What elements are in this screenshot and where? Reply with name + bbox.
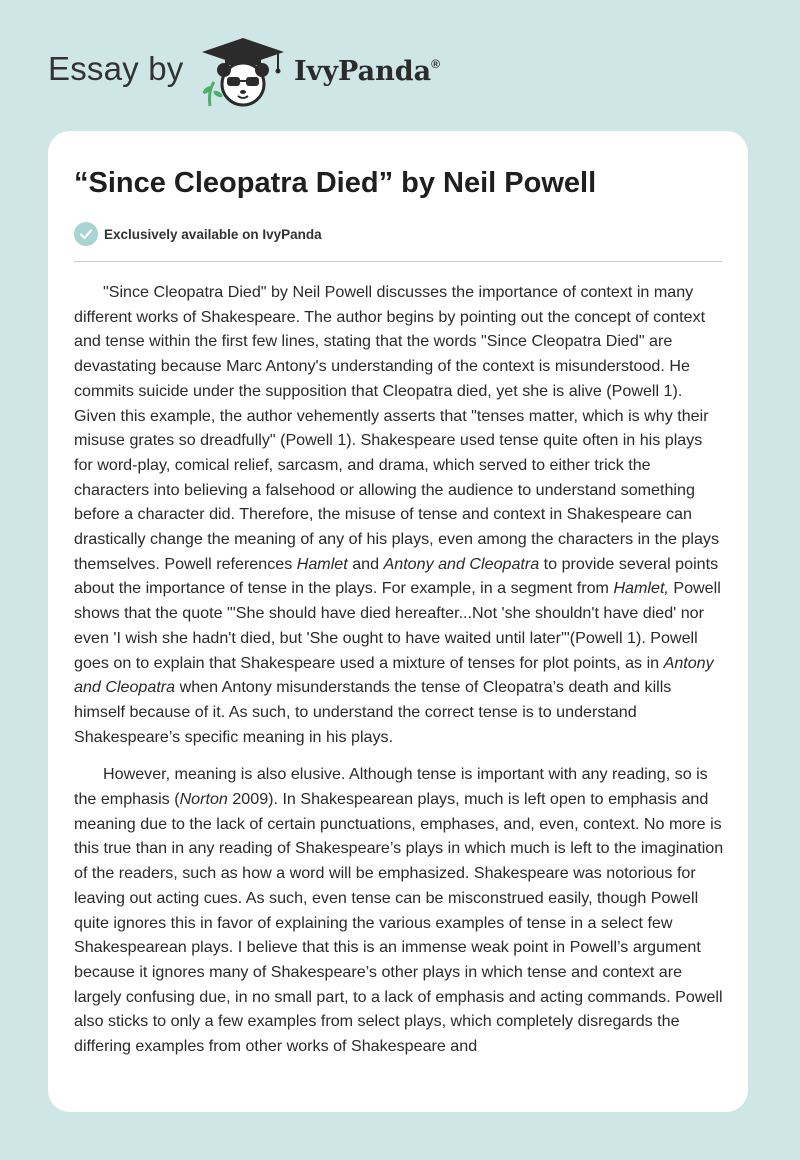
text-run: to provide several points about the importance of tense in the plays. For example, in a segment from [74, 554, 719, 598]
divider [74, 261, 722, 262]
text-run: However, meaning is also elusive. Although tense is important with any reading, so is the emphasis ( [74, 765, 708, 809]
brand-name[interactable]: IvyPanda® [294, 56, 440, 87]
text-run: Powell shows that the quote "'She should have died hereafter...Not 'she shouldn't have died' nor even 'I wish she hadn't died, but 'She ought to have waited until later'"(Powell 1). Powell goes on to explain that Shakespeare used a mixture of tenses for plot points, as in [74, 579, 721, 672]
registered-mark: ® [431, 57, 440, 71]
italic-title: Hamlet [296, 554, 348, 573]
essay-card [48, 131, 748, 1112]
essay-paragraph [74, 280, 724, 749]
checkmark-icon [74, 222, 98, 246]
essay-body [74, 280, 724, 1072]
badge-text: Exclusively available on IvyPanda [104, 226, 322, 242]
italic-title: Antony and Cleopatra [74, 653, 714, 697]
essay-by-label: Essay by [48, 50, 184, 87]
essay-paragraph [74, 762, 724, 1058]
italic-title: Antony and Cleopatra [383, 554, 540, 573]
text-run: 2009). In Shakespearean plays, much is left open to emphasis and meaning due to the lack of certain punctuations, emphases, and, even, context. No more is this true than in any reading of Shakespeare’s plays in which much is left to the imagination of the readers, such as how a word will be emphasized. Shakespeare was notorious for leaving out acting cues. As such, even tense can be misconstrued easily, though Powell quite ignores this in favor of explaining the various examples of tense in a select few Shakespearean plays. I believe that this is an immense weak point in Powell’s argument because it ignores many of Shakespeare’s other plays in which tense and context are largely confusing due, in no small part, to a lack of emphasis and acting commands. Powell also sticks to only a few examples from select plays, which completely disregards the differing examples from other works of Shakespeare and [74, 790, 724, 1056]
exclusive-badge [74, 221, 322, 247]
text-run: "Since Cleopatra Died" by Neil Powell discusses the importance of context in many different works of Shakespeare. The author begins by pointing out the concept of context and tense within the first few lines, stating that the words "Since Cleopatra Died" are devastating because Marc Antony's understanding of the context is misunderstood. He commits suicide under the supposition that Cleopatra died, yet she is alive (Powell 1). Given this example, the author vehemently asserts that "tenses matter, which is why their misuse grates so dreadfully" (Powell 1). Shakespeare used tense quite often in his plays for word-play, comical relief, sarcasm, and drama, which served to either trick the characters into believing a falsehood or allowing the audience to understand something before a character did. Therefore, the misuse of tense and context in Shakespeare can drastically change the meaning of any of his plays, even among the characters in the plays themselves. Powell references [74, 283, 720, 573]
italic-title: Norton [179, 790, 228, 809]
page-title: “Since Cleopatra Died” by Neil Powell [74, 167, 597, 199]
italic-title: Hamlet, [613, 579, 669, 598]
text-run: and [347, 554, 384, 573]
panda-logo-icon [198, 36, 288, 108]
text-run: when Antony misunderstands the tense of Cleopatra’s death and kills himself because of it. As such, to understand the correct tense is to understand Shakespeare’s specific meaning in his plays. [74, 678, 672, 746]
site-header [48, 36, 548, 106]
